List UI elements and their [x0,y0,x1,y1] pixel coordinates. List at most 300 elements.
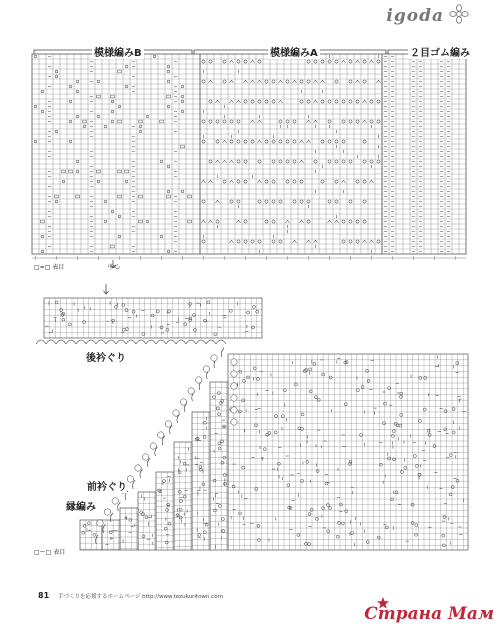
yarn-over-symbol [339,503,342,506]
yarn-over-symbol [146,220,149,223]
yarn-over-symbol [55,75,58,78]
yarn-over-symbol [356,220,359,223]
yarn-over-symbol [321,180,324,183]
decrease-symbol [307,120,311,123]
yarn-over-symbol [349,60,352,63]
yarn-over-symbol [272,140,275,143]
yarn-over-symbol [300,180,303,183]
decrease-symbol [230,180,234,183]
yarn-over-symbol [118,235,121,238]
yarn-over-symbol [274,414,277,417]
yarn-over-symbol [419,376,422,379]
yarn-over-symbol [205,523,208,526]
yarn-over-symbol [272,80,275,83]
yarn-over-symbol [257,539,260,542]
yarn-over-symbol [286,180,289,183]
decrease-symbol [321,80,325,83]
yarn-over-symbol [328,160,331,163]
yarn-over-symbol [247,376,250,379]
yarn-over-symbol [452,407,455,410]
row-number-bubble [196,377,202,383]
yarn-over-symbol [167,250,170,253]
yarn-over-symbol [230,200,233,203]
yarn-over-symbol [202,80,205,83]
yarn-over-symbol [349,200,352,203]
cable-symbol [188,220,192,223]
yarn-over-symbol [207,301,210,304]
bottom-knitting-chart [28,282,473,572]
yarn-over-symbol [342,220,345,223]
yarn-over-symbol [146,115,149,118]
yarn-over-symbol [97,80,100,83]
yarn-over-symbol [335,140,338,143]
yarn-over-symbol [122,328,125,331]
pattern-a-label: 模様編みA [268,44,320,59]
yarn-over-symbol [202,240,205,243]
decrease-symbol [216,200,220,203]
yarn-over-symbol [293,180,296,183]
yarn-over-symbol [411,503,414,506]
yarn-over-symbol [125,85,128,88]
center-mark: 中心 [108,264,121,271]
yarn-over-symbol [111,100,114,103]
yarn-over-symbol [97,180,100,183]
yarn-over-symbol [237,120,240,123]
yarn-over-symbol [293,120,296,123]
yarn-over-symbol [251,240,254,243]
yarn-over-symbol [263,448,266,451]
decrease-symbol [209,80,213,83]
scallop-edge [156,340,166,344]
yarn-over-symbol [76,170,79,173]
row-number-bubble [127,476,133,482]
yarn-over-symbol [55,70,58,73]
yarn-over-symbol [118,105,121,108]
yarn-over-symbol [209,160,212,163]
yarn-over-symbol [41,90,44,93]
row-number-bubble [150,443,156,449]
yarn-over-symbol [112,319,115,322]
yarn-over-symbol [111,120,114,123]
cable-symbol [97,95,101,98]
row-number-bubble [188,388,194,394]
yarn-over-symbol [321,140,324,143]
yarn-over-symbol [321,100,324,103]
decrease-symbol [230,240,234,243]
yarn-over-symbol [279,240,282,243]
decrease-symbol [244,80,248,83]
page-number: 81 [38,591,50,600]
yarn-over-symbol [413,454,416,457]
yarn-over-symbol [167,65,170,68]
yarn-over-symbol [265,80,268,83]
yarn-over-symbol [218,504,221,507]
yarn-over-symbol [301,413,304,416]
yarn-over-symbol [118,215,121,218]
decrease-symbol [363,120,367,123]
decrease-symbol [335,220,339,223]
yarn-over-symbol [300,80,303,83]
yarn-over-symbol [395,491,398,494]
row-number-bubble [135,465,141,471]
yarn-over-symbol [60,309,63,312]
yarn-over-symbol [265,140,268,143]
yarn-over-symbol [351,532,354,535]
yarn-over-symbol [160,160,163,163]
yarn-over-symbol [342,160,345,163]
scallop-edge [196,340,206,344]
yarn-over-symbol [279,200,282,203]
yarn-over-symbol [265,100,268,103]
yarn-over-symbol [242,466,245,469]
row-number-bubble [203,366,209,372]
yarn-over-symbol [370,100,373,103]
yarn-over-symbol [356,240,359,243]
row-number-bubble [104,509,110,515]
yarn-over-symbol [293,200,296,203]
decrease-symbol [370,240,374,243]
row-number-bubble [180,399,186,405]
cable-symbol [125,170,129,173]
yarn-over-symbol [325,482,328,485]
cable-symbol [97,170,101,173]
yarn-over-symbol [272,220,275,223]
yarn-over-symbol [349,460,352,463]
scallop-edge [66,340,76,344]
yarn-over-symbol [391,434,394,437]
yarn-over-symbol [229,309,232,312]
yarn-over-symbol [176,514,179,517]
decrease-symbol [293,240,297,243]
yarn-over-symbol [363,60,366,63]
yarn-over-symbol [360,434,363,437]
cable-symbol [62,170,66,173]
yarn-over-symbol [363,80,366,83]
yarn-over-symbol [166,328,169,331]
bottom-legend-note: □ー□ 表目 [34,549,66,556]
scallop-edge [96,340,106,344]
yarn-over-symbol [399,395,402,398]
scallop-edge [46,340,56,344]
yarn-over-symbol [237,160,240,163]
yarn-over-symbol [349,220,352,223]
yarn-over-symbol [34,105,37,108]
yarn-over-symbol [247,311,250,314]
decrease-symbol [279,100,283,103]
yarn-over-symbol [69,85,72,88]
yarn-over-symbol [377,240,380,243]
yarn-over-symbol [238,410,241,413]
yarn-over-symbol [69,120,72,123]
yarn-over-symbol [237,180,240,183]
yarn-over-symbol [277,462,280,465]
yarn-over-symbol [258,60,261,63]
cable-symbol [83,120,87,123]
yarn-over-symbol [253,367,256,370]
yarn-over-symbol [237,140,240,143]
yarn-over-symbol [452,431,455,434]
yarn-over-symbol [160,235,163,238]
yarn-over-symbol [114,305,117,308]
scallop-edge [126,340,136,344]
yarn-over-symbol [209,120,212,123]
scallop-edge [221,348,224,357]
yarn-over-symbol [356,120,359,123]
scallop-edge [206,340,216,344]
yarn-over-symbol [281,415,284,418]
yarn-over-symbol [223,180,226,183]
yarn-over-symbol [349,80,352,83]
yarn-over-symbol [307,60,310,63]
flower-decoration-icon [448,4,470,24]
yarn-over-symbol [244,180,247,183]
yarn-over-symbol [230,140,233,143]
neck-step-2-frame [174,442,192,550]
yarn-over-symbol [456,362,459,365]
yarn-over-symbol [265,200,268,203]
row-number-bubble [231,395,237,401]
yarn-over-symbol [383,402,386,405]
yarn-over-symbol [377,536,380,539]
yarn-over-symbol [142,535,145,538]
yarn-over-symbol [265,180,268,183]
yarn-over-symbol [125,180,128,183]
bottom-chart-row-numbers [97,355,237,526]
yarn-over-symbol [221,440,224,443]
yarn-over-symbol [151,314,154,317]
scallop-edge [86,340,96,344]
back-arrow-icon [104,284,109,294]
yarn-over-symbol [168,522,171,525]
yarn-over-symbol [349,462,352,465]
yarn-over-symbol [258,100,261,103]
yarn-over-symbol [272,100,275,103]
yarn-over-symbol [193,328,196,331]
yarn-over-symbol [237,200,240,203]
yarn-over-symbol [345,510,348,513]
yarn-over-symbol [349,120,352,123]
decrease-symbol [307,140,311,143]
top-knitting-chart [30,40,470,275]
decrease-symbol [223,140,227,143]
yarn-over-symbol [356,180,359,183]
yarn-over-symbol [202,483,205,486]
yarn-over-symbol [443,515,446,518]
yarn-over-symbol [272,240,275,243]
decrease-symbol [342,60,346,63]
yarn-over-symbol [167,165,170,168]
yarn-over-symbol [216,120,219,123]
yarn-over-symbol [313,362,316,365]
yarn-over-symbol [242,399,245,402]
yarn-over-symbol [221,461,224,464]
yarn-over-symbol [167,310,170,313]
yarn-over-symbol [433,445,436,448]
scallop-edge [133,480,136,489]
cable-symbol [41,220,45,223]
yarn-over-symbol [222,530,225,533]
scallop-edge [136,340,146,344]
border-label: 縁編み [66,498,96,513]
yarn-over-symbol [181,95,184,98]
decrease-symbol [314,80,318,83]
yarn-over-symbol [68,323,71,326]
yarn-over-symbol [167,70,170,73]
yarn-over-symbol [253,305,256,308]
yarn-over-symbol [189,317,192,320]
yarn-over-symbol [111,110,114,113]
yarn-over-symbol [314,396,317,399]
row-number-bubble [142,454,148,460]
scallop-edge [166,340,176,344]
neck-step-6-frame [102,520,120,550]
yarn-over-symbol [400,392,403,395]
yarn-over-symbol [361,386,364,389]
yarn-over-symbol [258,200,261,203]
yarn-over-symbol [335,200,338,203]
yarn-over-symbol [279,160,282,163]
yarn-over-symbol [377,60,380,63]
cable-symbol [139,120,143,123]
yarn-over-symbol [223,482,226,485]
decrease-symbol [230,100,234,103]
yarn-over-symbol [379,463,382,466]
decrease-symbol [237,220,241,223]
decrease-symbol [209,220,213,223]
yarn-over-symbol [204,421,207,424]
scallop-edge [216,340,226,344]
yarn-over-symbol [167,105,170,108]
yarn-over-symbol [377,160,380,163]
yarn-over-symbol [244,160,247,163]
yarn-over-symbol [244,220,247,223]
yarn-over-symbol [300,200,303,203]
yarn-over-symbol [34,55,37,58]
yarn-over-symbol [385,526,388,529]
scallop-edge [76,340,86,344]
yarn-over-symbol [257,524,260,527]
yarn-over-symbol [310,508,313,511]
cable-symbol [139,195,143,198]
yarn-over-symbol [415,464,418,467]
cable-symbol [55,195,59,198]
yarn-over-symbol [418,419,421,422]
yarn-over-symbol [377,120,380,123]
yarn-over-symbol [328,140,331,143]
yarn-over-symbol [238,512,241,515]
yarn-over-symbol [76,90,79,93]
yarn-over-symbol [251,140,254,143]
yarn-over-symbol [363,180,366,183]
yarn-over-symbol [294,383,297,386]
row-number-bubble [231,407,237,413]
yarn-over-symbol [104,200,107,203]
yarn-over-symbol [178,490,181,493]
row-number-bubble [231,359,237,365]
yarn-over-symbol [404,466,407,469]
yarn-over-symbol [184,323,187,326]
yarn-over-symbol [202,120,205,123]
yarn-over-symbol [209,100,212,103]
yarn-over-symbol [400,413,403,416]
yarn-over-symbol [202,200,205,203]
yarn-over-symbol [286,120,289,123]
cable-symbol [181,145,185,148]
watermark: Страна Мам [364,604,494,624]
decrease-symbol [202,220,206,223]
yarn-over-symbol [307,100,310,103]
yarn-over-symbol [76,80,79,83]
yarn-over-symbol [244,240,247,243]
yarn-over-symbol [217,407,220,410]
yarn-over-symbol [69,140,72,143]
yarn-over-symbol [272,160,275,163]
yarn-over-symbol [392,430,395,433]
yarn-over-symbol [41,250,44,253]
yarn-over-symbol [363,160,366,163]
decrease-symbol [328,220,332,223]
yarn-over-symbol [342,240,345,243]
cable-symbol [76,195,80,198]
yarn-over-symbol [349,100,352,103]
yarn-over-symbol [335,160,338,163]
cable-symbol [111,95,115,98]
yarn-over-symbol [367,379,370,382]
yarn-over-symbol [366,541,369,544]
yarn-over-symbol [444,410,447,413]
yarn-over-symbol [223,80,226,83]
yarn-over-symbol [335,180,338,183]
decrease-symbol [258,120,262,123]
yarn-over-symbol [244,140,247,143]
cable-symbol [160,120,164,123]
yarn-over-symbol [256,378,259,381]
yarn-over-symbol [255,488,258,491]
yarn-over-symbol [301,479,304,482]
yarn-over-symbol [336,535,339,538]
decrease-symbol [230,60,234,63]
yarn-over-symbol [223,474,226,477]
yarn-over-symbol [125,65,128,68]
yarn-over-symbol [308,513,311,516]
yarn-over-symbol [363,140,366,143]
yarn-over-symbol [391,498,394,501]
yarn-over-symbol [97,115,100,118]
yarn-over-symbol [223,120,226,123]
yarn-over-symbol [62,318,65,321]
top-chart-grid [32,54,466,254]
yarn-over-symbol [156,310,159,313]
yarn-over-symbol [423,408,426,411]
yarn-over-symbol [202,140,205,143]
yarn-over-symbol [41,110,44,113]
cable-symbol [167,95,171,98]
yarn-over-symbol [279,140,282,143]
cable-symbol [167,195,171,198]
yarn-over-symbol [382,422,385,425]
decrease-symbol [230,160,234,163]
yarn-over-symbol [342,100,345,103]
yarn-over-symbol [349,160,352,163]
yarn-over-symbol [218,447,221,450]
decrease-symbol [300,220,304,223]
scallop-edge [106,340,116,344]
yarn-over-symbol [181,190,184,193]
yarn-over-symbol [203,531,206,534]
yarn-over-symbol [342,140,345,143]
yarn-over-symbol [244,100,247,103]
yarn-over-symbol [217,392,220,395]
